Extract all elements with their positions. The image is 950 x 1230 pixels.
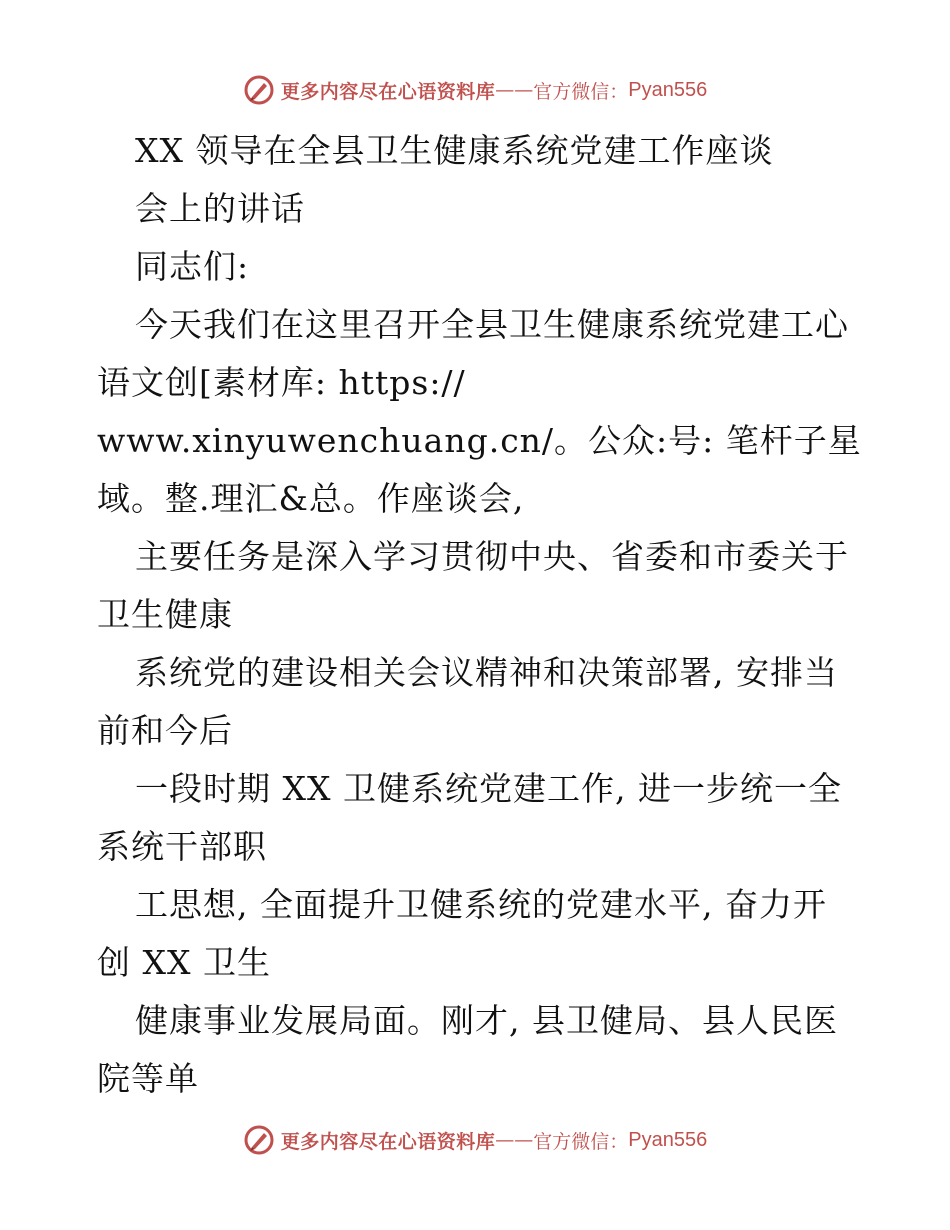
doc-line: 主要任务是深入学习贯彻中央、省委和市委关于 [135, 537, 849, 576]
doc-line: 创 XX 卫生 [97, 943, 271, 982]
doc-title-line-2: 会上的讲话 [135, 189, 305, 228]
pen-logo-icon [243, 74, 275, 106]
document-body [97, 122, 862, 1108]
header-wechat-id: Pyan556 [628, 78, 708, 101]
footer-separator: —— [495, 1129, 534, 1151]
doc-line: 系统干部职 [97, 827, 267, 866]
footer-official-label: 官方微信： [533, 1130, 629, 1153]
doc-line: 域。整.理汇&总。作座谈会, [97, 479, 525, 518]
doc-line: 工思想, 全面提升卫健系统的党建水平, 奋力开 [135, 885, 827, 924]
doc-line: 语文创[素材库: https:// [97, 363, 466, 402]
doc-line: 一段时期 XX 卫健系统党建工作, 进一步统一全 [135, 769, 842, 808]
doc-salutation: 同志们: [135, 247, 250, 286]
header-banner [0, 70, 950, 110]
doc-line: 系统党的建设相关会议精神和决策部署, 安排当 [135, 653, 838, 692]
doc-line: www.xinyuwenchuang.cn/。公众:号: 笔杆子星 [97, 421, 862, 460]
doc-line: 今天我们在这里召开全县卫生健康系统党建工心 [135, 305, 849, 344]
doc-line: 前和今后 [97, 711, 233, 750]
doc-title-line-1: XX 领导在全县卫生健康系统党建工作座谈 [135, 131, 774, 170]
header-brand: 更多内容尽在心语资料库 [280, 80, 496, 103]
footer-wechat-id: Pyan556 [628, 1128, 708, 1151]
doc-line: 院等单 [97, 1059, 199, 1098]
footer-banner [0, 1120, 950, 1160]
pen-logo-icon [243, 1124, 275, 1156]
header-separator: —— [495, 79, 534, 101]
footer-brand: 更多内容尽在心语资料库 [280, 1130, 496, 1153]
doc-line: 卫生健康 [97, 595, 233, 634]
header-official-label: 官方微信： [533, 80, 629, 103]
doc-line: 健康事业发展局面。刚才, 县卫健局、县人民医 [135, 1001, 838, 1040]
